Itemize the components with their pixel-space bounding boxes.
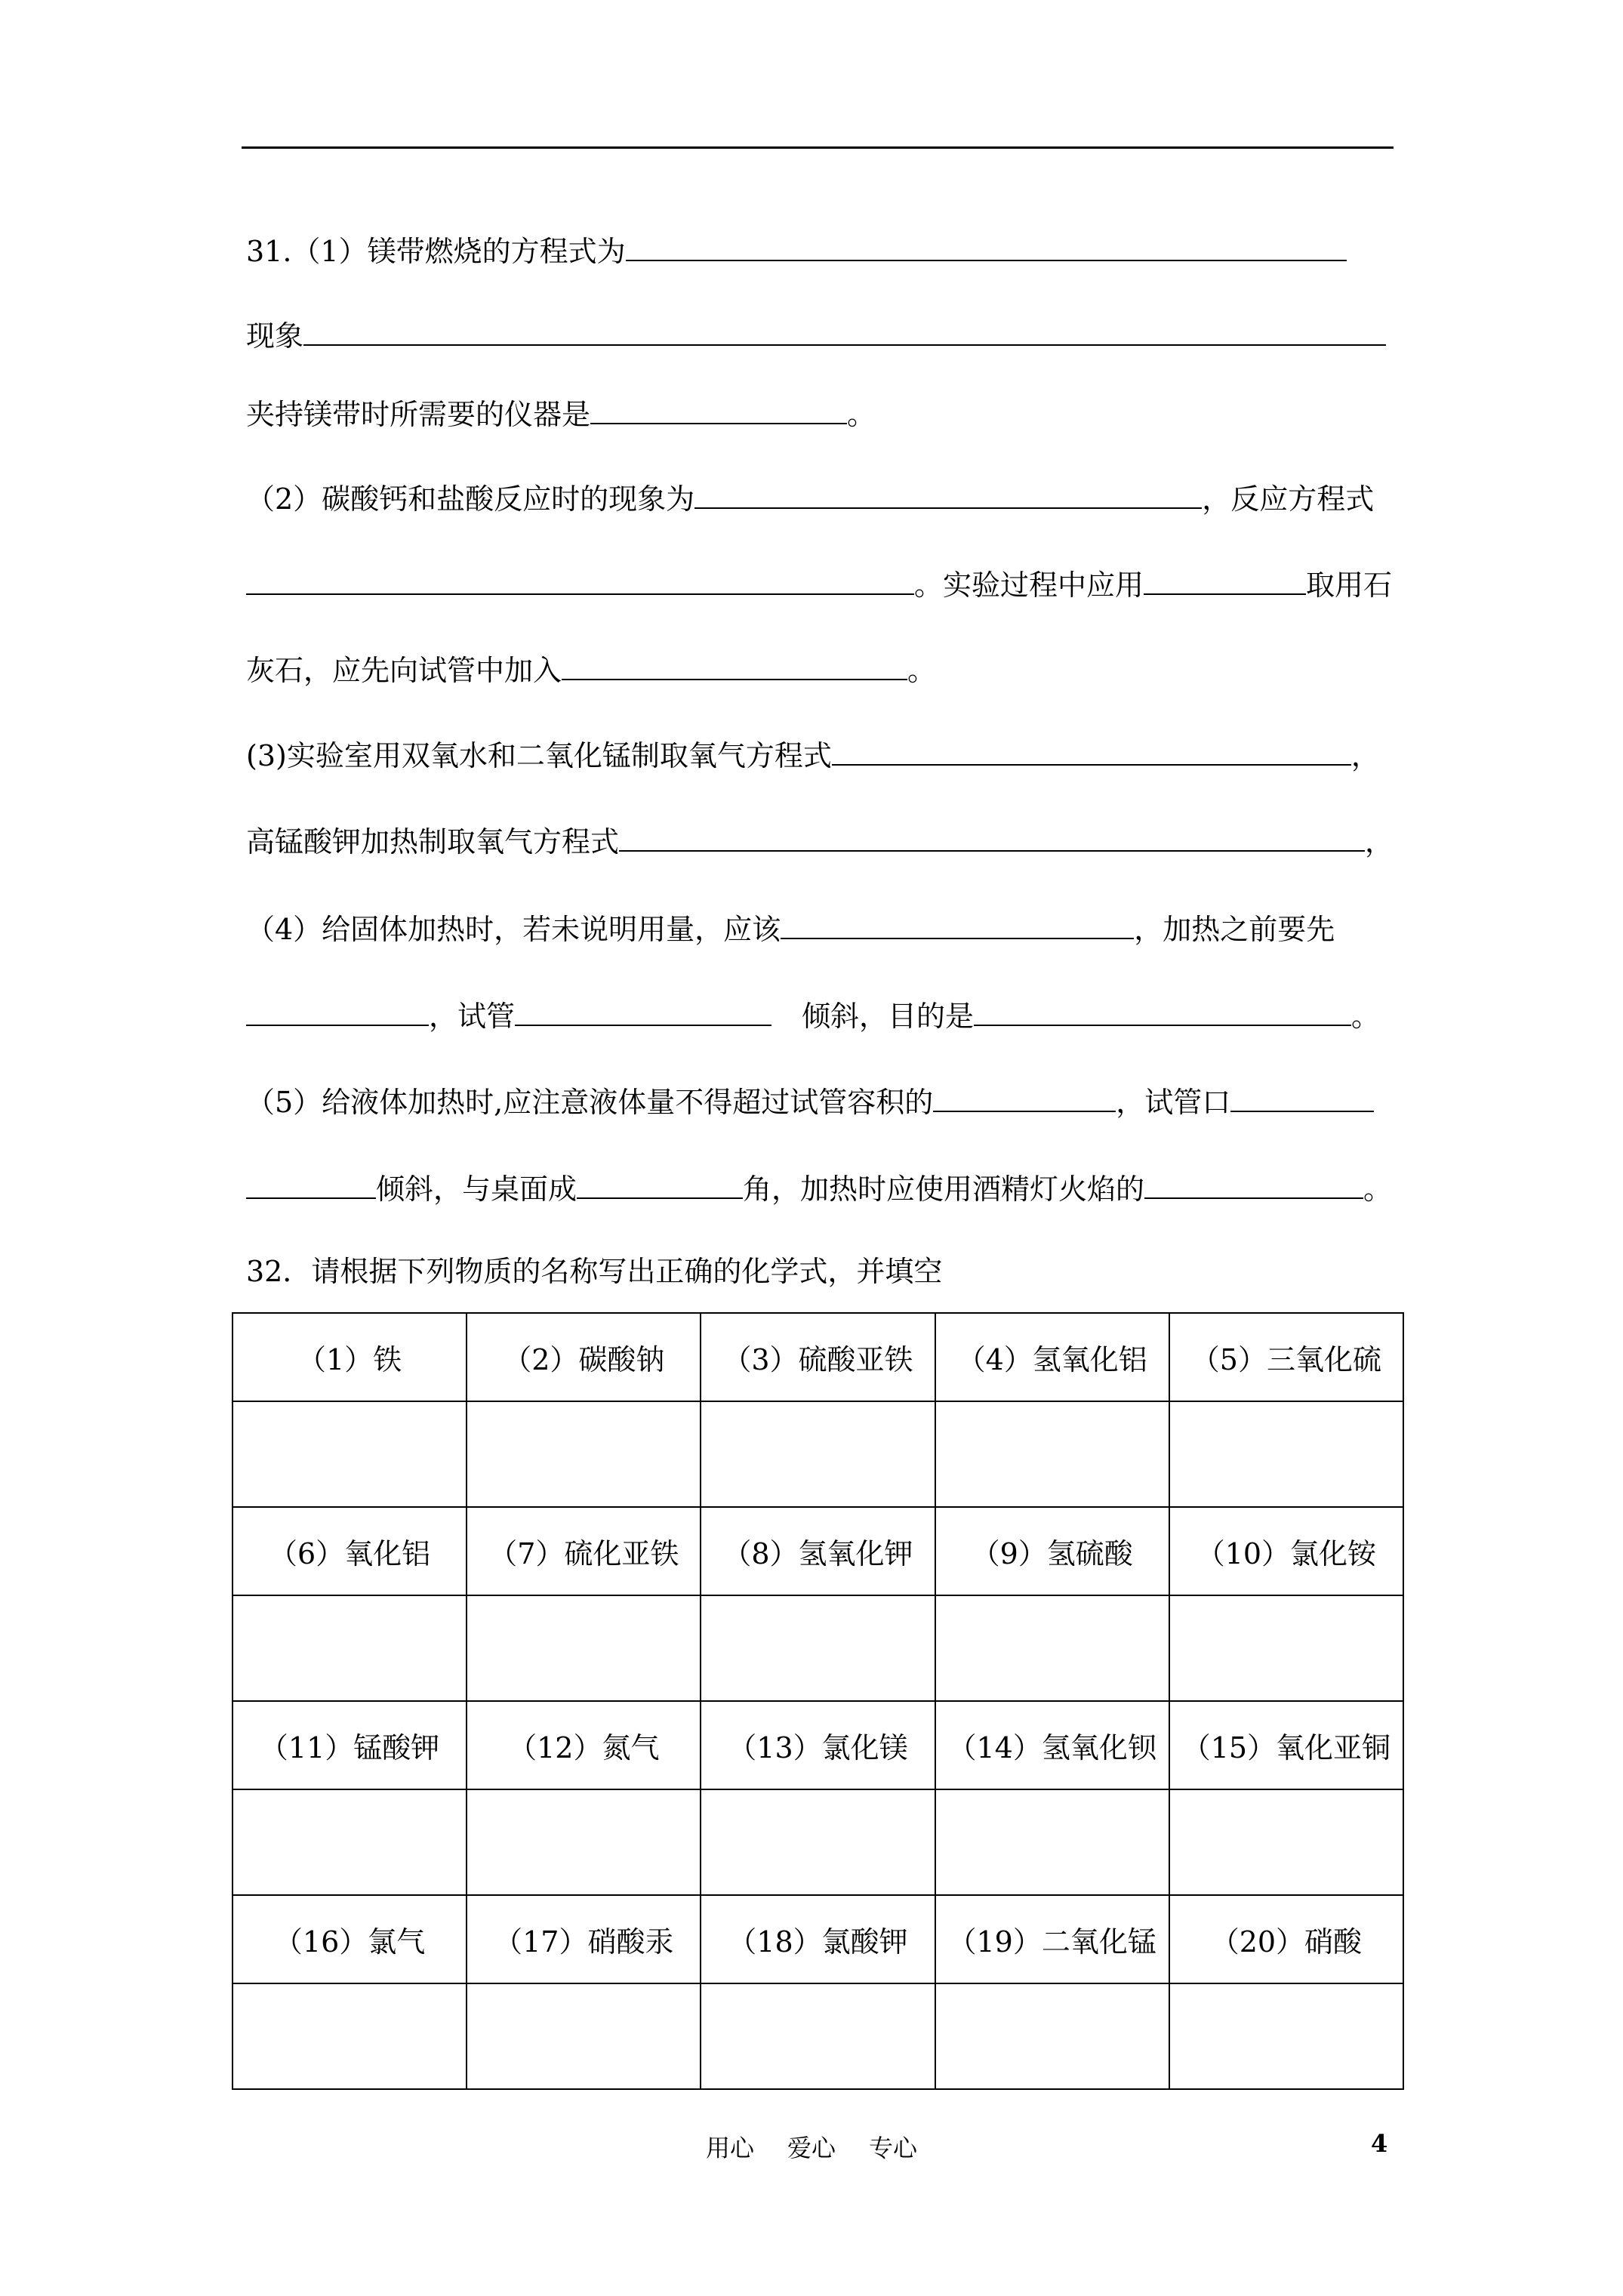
table-row (233, 1701, 1403, 1789)
answer-cell[interactable] (935, 1789, 1169, 1895)
formula-table (232, 1312, 1404, 2090)
answer-cell[interactable] (1169, 1789, 1403, 1895)
table-cell: （7）硫化亚铁 (467, 1507, 701, 1595)
answer-row (233, 1789, 1403, 1895)
answer-row (233, 1401, 1403, 1507)
answer-cell[interactable] (701, 1983, 935, 2089)
table-cell: （19）二氧化锰 (935, 1895, 1169, 1983)
table-cell: （10）氯化铵 (1169, 1507, 1403, 1595)
q31-line-10: ，试管 倾斜，目的是 。 (246, 991, 1380, 1037)
answer-row (233, 1983, 1403, 2089)
table-cell: （14）氢氧化钡 (935, 1701, 1169, 1789)
answer-blank[interactable] (246, 991, 429, 1026)
answer-blank[interactable] (577, 1164, 743, 1199)
table-cell: （20）硝酸 (1169, 1895, 1403, 1983)
answer-cell[interactable] (467, 1401, 701, 1507)
footer-text-left: 用心 (705, 2134, 754, 2162)
answer-cell[interactable] (467, 1595, 701, 1701)
answer-blank[interactable] (515, 991, 771, 1026)
answer-blank[interactable] (590, 390, 847, 424)
answer-blank[interactable] (933, 1077, 1116, 1112)
answer-blank[interactable] (1144, 560, 1306, 595)
answer-cell[interactable] (233, 1983, 467, 2089)
footer-text-right: 专心 (869, 2134, 918, 2162)
table-cell: （9）氢硫酸 (935, 1507, 1169, 1595)
answer-cell[interactable] (1169, 1983, 1403, 2089)
q31-line-1: 31.（1）镁带燃烧的方程式为 (246, 227, 1347, 272)
q31-line-8: 高锰酸钾加热制取氧气方程式 ， (246, 817, 1394, 862)
answer-blank[interactable] (246, 560, 914, 595)
q31-line-12: 倾斜，与桌面成 角，加热时应使用酒精灯火焰的 。 (246, 1164, 1392, 1210)
q31-line-9: （4）给固体加热时，若未说明用量，应该 ，加热之前要先 (246, 905, 1335, 950)
table-row (233, 1313, 1403, 1401)
answer-row (233, 1595, 1403, 1701)
answer-blank[interactable] (626, 227, 1347, 261)
answer-cell[interactable] (233, 1401, 467, 1507)
answer-blank[interactable] (832, 731, 1351, 766)
table-cell: （16）氯气 (233, 1895, 467, 1983)
table-cell: （2）碳酸钠 (467, 1313, 701, 1401)
answer-cell[interactable] (701, 1401, 935, 1507)
q31-line-5: 。实验过程中应用 取用石 (246, 560, 1392, 606)
answer-cell[interactable] (467, 1789, 701, 1895)
q32-title: 32．请根据下列物质的名称写出正确的化学式，并填空 (246, 1255, 943, 1288)
table-row (233, 1507, 1403, 1595)
table-cell: （6）氧化铝 (233, 1507, 467, 1595)
answer-cell[interactable] (1169, 1595, 1403, 1701)
q31-line-2: 现象 (246, 311, 1386, 356)
page-number: 4 (1371, 2129, 1388, 2158)
footer-text-mid: 爱心 (787, 2134, 836, 2162)
q31-line-3: 夹持镁带时所需要的仪器是 。 (246, 390, 876, 435)
answer-cell[interactable] (935, 1983, 1169, 2089)
answer-blank[interactable] (781, 905, 1134, 939)
answer-cell[interactable] (701, 1595, 935, 1701)
answer-cell[interactable] (701, 1789, 935, 1895)
q31-line-4: （2）碳酸钙和盐酸反应时的现象为 ，反应方程式 (246, 474, 1374, 519)
table-cell: （3）硫酸亚铁 (701, 1313, 935, 1401)
table-cell: （12）氮气 (467, 1701, 701, 1789)
header-rule (242, 146, 1394, 149)
q31-line-7: (3)实验室用双氧水和二氧化锰制取氧气方程式 ， (246, 731, 1380, 776)
table-cell: （18）氯酸钾 (701, 1895, 935, 1983)
answer-cell[interactable] (935, 1401, 1169, 1507)
answer-blank[interactable] (562, 646, 907, 680)
table-cell: （13）氯化镁 (701, 1701, 935, 1789)
answer-cell[interactable] (467, 1983, 701, 2089)
answer-cell[interactable] (1169, 1401, 1403, 1507)
q31-line-6: 灰石，应先向试管中加入 。 (246, 646, 936, 691)
answer-blank[interactable] (1144, 1164, 1363, 1199)
answer-cell[interactable] (935, 1595, 1169, 1701)
answer-blank[interactable] (694, 474, 1202, 509)
table-cell: （5）三氧化硫 (1169, 1313, 1403, 1401)
answer-cell[interactable] (233, 1789, 467, 1895)
q31-line-11: （5）给液体加热时,应注意液体量不得超过试管容积的 ，试管口 (246, 1077, 1374, 1123)
table-cell: （11）锰酸钾 (233, 1701, 467, 1789)
table-cell: （1）铁 (233, 1313, 467, 1401)
table-cell: （4）氢氧化铝 (935, 1313, 1169, 1401)
answer-blank[interactable] (1230, 1077, 1374, 1112)
table-row (233, 1895, 1403, 1983)
answer-blank[interactable] (974, 991, 1351, 1026)
answer-blank[interactable] (619, 817, 1365, 852)
answer-blank[interactable] (246, 1164, 376, 1199)
table-cell: （15）氧化亚铜 (1169, 1701, 1403, 1789)
answer-cell[interactable] (233, 1595, 467, 1701)
answer-blank[interactable] (303, 311, 1386, 346)
table-cell: （8）氢氧化钾 (701, 1507, 935, 1595)
table-cell: （17）硝酸汞 (467, 1895, 701, 1983)
